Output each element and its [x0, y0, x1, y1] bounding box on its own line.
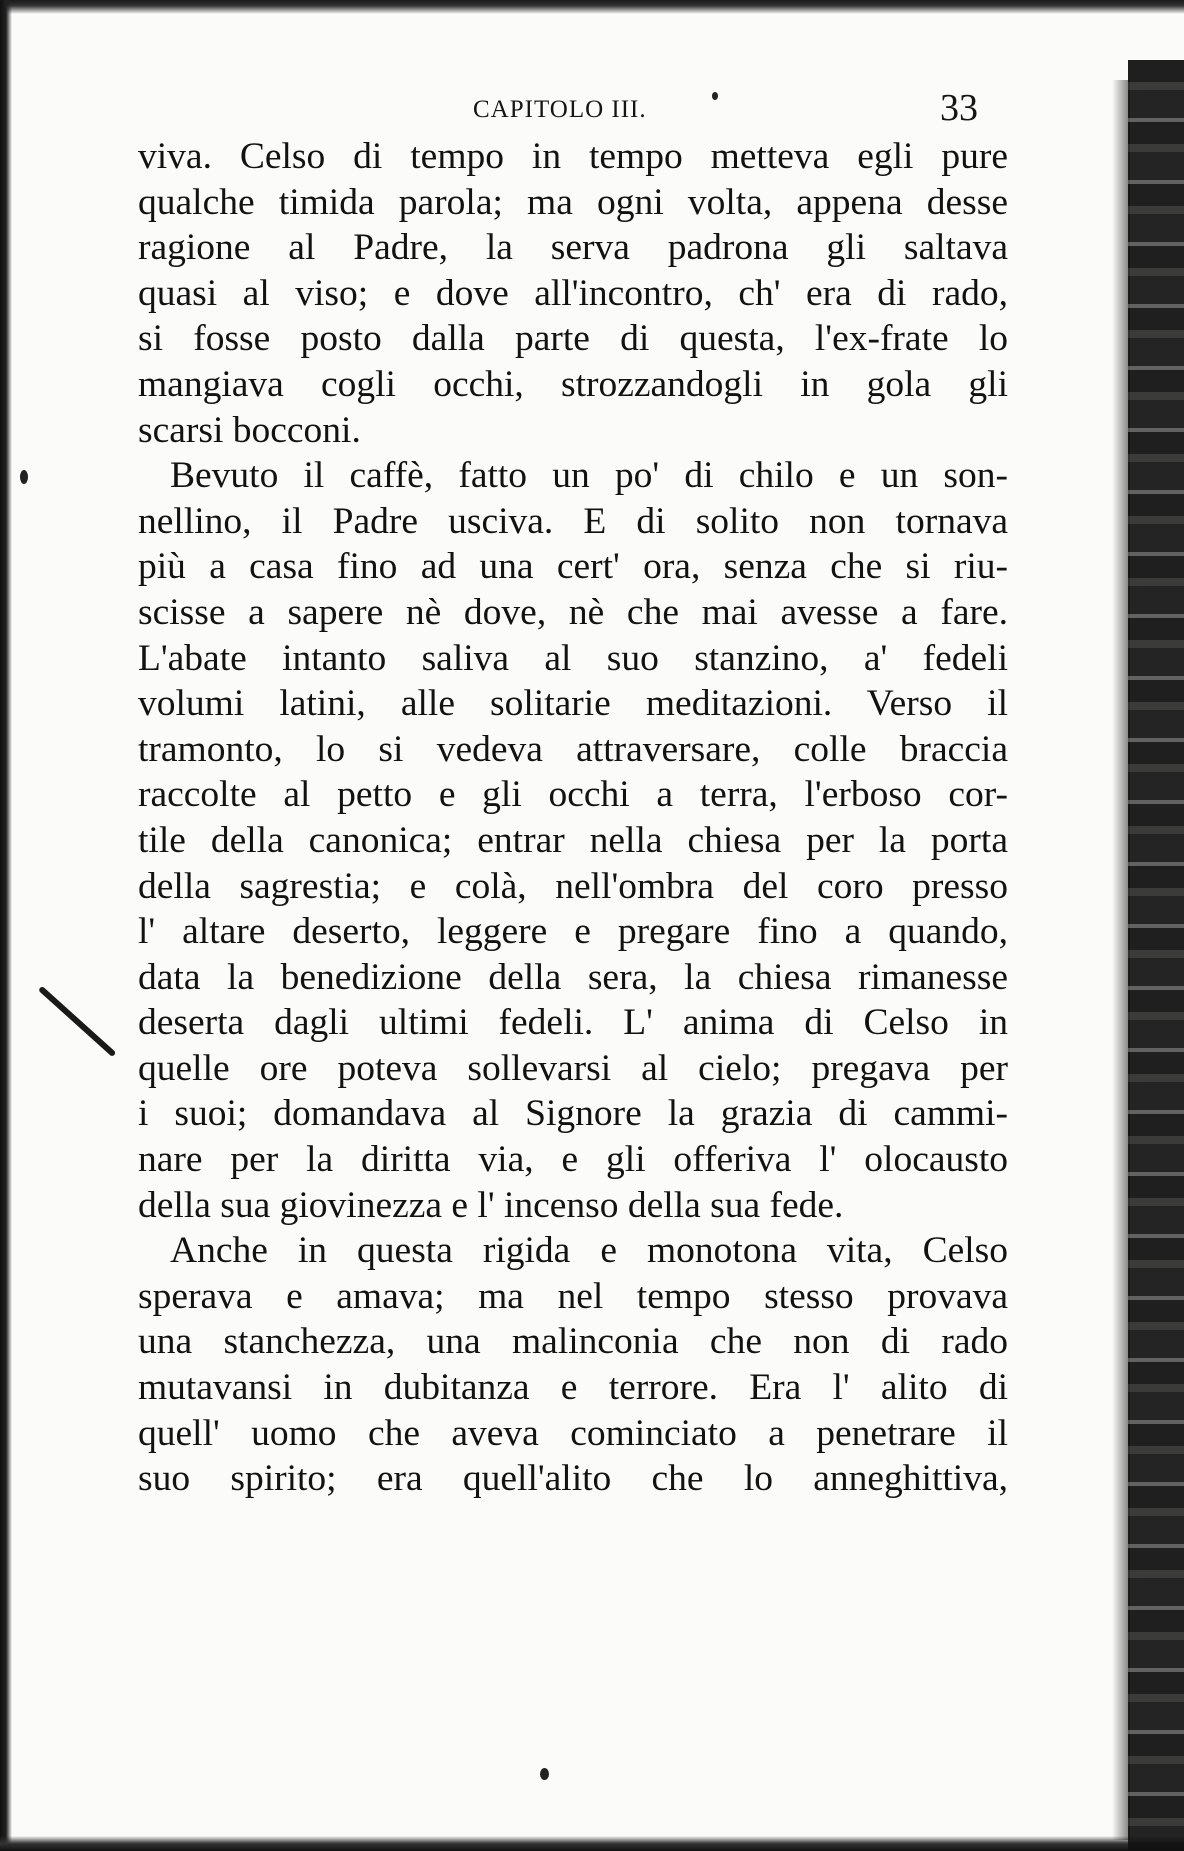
scan-edge-right [1128, 60, 1184, 1851]
text-line: data la benedizione della sera, la chiesa rimanesse [138, 956, 1008, 998]
text-line: nare per la diritta via, e gli offeriva l' olocausto [138, 1139, 1008, 1181]
text-line: più a casa fino ad una cert' ora, senza che si riu- [138, 546, 1008, 588]
text-line: sperava e amava; ma nel tempo stesso provava [138, 1275, 1008, 1317]
text-line: si fosse posto dalla parte di questa, l'ex-frate lo [138, 318, 1008, 360]
text-line: scarsi bocconi. [138, 409, 361, 451]
text-line: mangiava cogli occhi, strozzandogli in gola gli [138, 363, 1008, 405]
scan-edge-left [0, 0, 12, 1851]
text-line: una stanchezza, una malinconia che non di rado [138, 1321, 1008, 1363]
body-text [138, 134, 1008, 1502]
page-header [138, 86, 978, 130]
text-line: mutavansi in dubitanza e terrore. Era l' alito di [138, 1367, 1008, 1409]
text-line: volumi latini, alle solitarie meditazioni. Verso il [138, 683, 1008, 725]
text-line: della sagrestia; e colà, nell'ombra del coro presso [138, 865, 1008, 907]
text-line: quasi al viso; e dove all'incontro, ch' era di rado, [138, 272, 1008, 314]
text-line: della sua giovinezza e l' incenso della sua fede. [138, 1184, 844, 1226]
scan-speck [20, 470, 28, 484]
text-line: raccolte al petto e gli occhi a terra, l'erboso cor- [138, 774, 1008, 816]
text-line: suo spirito; era quell'alito che lo anneghittiva, [138, 1458, 1008, 1500]
scan-edge-top [0, 0, 1184, 14]
text-line: qualche timida parola; ma ogni volta, appena desse [138, 181, 1008, 223]
margin-pen-mark [38, 986, 116, 1057]
text-line: l' altare deserto, leggere e pregare fino a quando, [138, 911, 1008, 953]
running-head: CAPITOLO III. [473, 96, 647, 123]
text-line: nellino, il Padre usciva. E di solito non tornava [138, 500, 1008, 542]
text-line: i suoi; domandava al Signore la grazia di cammi- [138, 1093, 1008, 1135]
text-line: ragione al Padre, la serva padrona gli saltava [138, 227, 1008, 269]
text-line: viva. Celso di tempo in tempo metteva egli pure [138, 136, 1008, 177]
scan-speck [540, 1768, 549, 1780]
text-line: scisse a sapere nè dove, nè che mai avesse a fare. [138, 591, 1008, 633]
text-line: quelle ore poteva sollevarsi al cielo; pregava per [138, 1047, 1008, 1089]
page-number: 33 [940, 87, 978, 129]
text-line: Anche in questa rigida e monotona vita, Celso [170, 1230, 1008, 1272]
text-line: L'abate intanto saliva al suo stanzino, a' fedeli [138, 637, 1008, 679]
scan-edge-bottom [0, 1836, 1184, 1851]
text-line: tile della canonica; entrar nella chiesa per la porta [138, 819, 1008, 861]
text-line: deserta dagli ultimi fedeli. L' anima di Celso in [138, 1002, 1008, 1044]
text-line: Bevuto il caffè, fatto un po' di chilo e un son- [170, 455, 1008, 497]
text-line: quell' uomo che aveva cominciato a penetrare il [138, 1412, 1008, 1454]
text-line: tramonto, lo si vedeva attraversare, colle braccia [138, 728, 1008, 770]
